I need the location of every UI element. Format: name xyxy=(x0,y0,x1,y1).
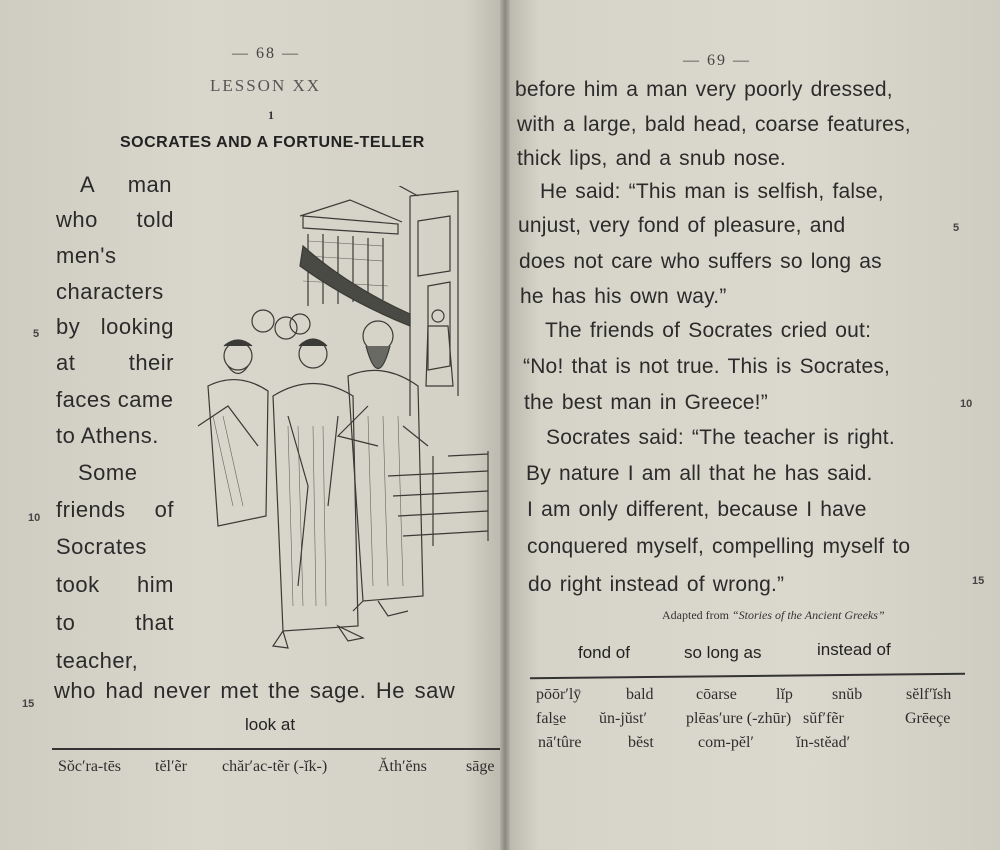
right-text-line: unjust, very fond of pleasure, and xyxy=(518,214,846,237)
left-column-line xyxy=(56,497,174,523)
section-number: 1 xyxy=(268,108,274,122)
left-column-line xyxy=(56,610,174,636)
right-text-line: before him a man very poorly dressed, xyxy=(515,78,893,101)
right-vocab-word: bĕst xyxy=(628,734,654,751)
left-vocab-4: Ăth′ĕns xyxy=(378,758,427,775)
right-vocab-word: ĭn-stĕad′ xyxy=(796,734,851,751)
left-column-line xyxy=(56,279,164,305)
right-line-number-5: 5 xyxy=(953,222,960,234)
left-column-word: A xyxy=(80,172,96,197)
adapted-source: “Stories of the Ancient Greeks” xyxy=(731,608,885,622)
right-vocab-word: nā′tûre xyxy=(538,734,582,751)
left-vocab-2: tĕl′ẽr xyxy=(155,758,187,775)
right-text-line: “No! that is not true. This is Socrates, xyxy=(523,355,891,378)
left-column-word: teacher, xyxy=(56,648,139,673)
left-column-line xyxy=(56,572,174,598)
left-line-number-10: 10 xyxy=(28,512,41,524)
left-column-line xyxy=(80,172,172,198)
left-column-line xyxy=(56,350,174,376)
left-column-word: characters xyxy=(56,279,164,304)
left-column-word: looking xyxy=(100,314,174,339)
right-phrase-instead-of: instead of xyxy=(817,640,891,659)
left-column-word: friends xyxy=(56,497,126,522)
left-column-line xyxy=(56,314,174,340)
right-vocab-word: Grēeçe xyxy=(905,710,951,727)
left-column-word: of xyxy=(154,497,174,522)
right-phrase-fond-of: fond of xyxy=(578,643,630,662)
right-vocab-word: cōarse xyxy=(696,686,737,703)
left-full-width-line: who had never met the sage. He saw xyxy=(54,678,456,703)
left-column-line xyxy=(56,648,138,674)
left-column-word: men's xyxy=(56,243,117,268)
adapted-prefix: Adapted from xyxy=(662,608,729,622)
left-column-word: him xyxy=(137,572,174,597)
left-column-line xyxy=(56,207,174,233)
left-phrase-look-at: look at xyxy=(245,715,296,734)
right-text-line: does not care who suffers so long as xyxy=(519,250,882,273)
left-page-number: — 68 — xyxy=(232,45,300,62)
right-text-line: Socrates said: “The teacher is right. xyxy=(546,426,895,449)
left-vocab-5: sāge xyxy=(466,758,495,775)
socrates-illustration xyxy=(188,186,500,666)
left-column-word: Socrates xyxy=(56,534,147,559)
right-vocab-word: snŭb xyxy=(832,686,863,703)
right-vocab-word: pōōr′lȳ xyxy=(536,686,582,703)
right-text-line: By nature I am all that he has said. xyxy=(526,462,873,485)
right-text-line: The friends of Socrates cried out: xyxy=(545,319,872,342)
left-column-line xyxy=(56,534,147,560)
right-vocab-word: fals̱e xyxy=(536,710,567,727)
left-vocab-3: chăr′ac-tẽr (-ĭk-) xyxy=(222,758,328,775)
right-text-line: he has his own way.” xyxy=(520,285,727,308)
left-line-number-5: 5 xyxy=(33,328,40,340)
left-column-word: at xyxy=(56,350,76,375)
right-vocab-word: bald xyxy=(626,686,654,703)
right-text-line: with a large, bald head, coarse features, xyxy=(517,113,911,136)
right-text-line: the best man in Greece!” xyxy=(524,391,768,414)
left-column-word: faces came xyxy=(56,387,174,412)
left-column-word: their xyxy=(128,350,174,375)
book-gutter xyxy=(500,0,510,850)
right-text-line: He said: “This man is selfish, false, xyxy=(540,180,884,203)
left-vocab-1: Sŏc′ra-tēs xyxy=(58,758,122,775)
right-text-line: conquered myself, compelling myself to xyxy=(527,535,911,558)
left-column-word: told xyxy=(136,207,174,232)
page-title: SOCRATES AND A FORTUNE-TELLER xyxy=(120,134,425,151)
right-text-line: thick lips, and a snub nose. xyxy=(517,147,786,170)
left-column-word: man xyxy=(127,172,172,197)
left-line-number-15: 15 xyxy=(22,698,35,710)
left-column-word: to Athens. xyxy=(56,423,159,448)
left-column-word: Some xyxy=(78,460,138,485)
left-divider-rule xyxy=(52,748,500,750)
right-vocab-word: plēas′ure (-zhūr) xyxy=(686,710,792,727)
right-line-number-10: 10 xyxy=(960,398,973,410)
lesson-heading: LESSON XX xyxy=(210,76,322,95)
right-phrase-so-long-as: so long as xyxy=(684,643,762,662)
left-column-line xyxy=(56,387,174,413)
right-page-number: — 69 — xyxy=(683,52,751,69)
right-vocab-word: ŭn-jŭst′ xyxy=(599,710,647,727)
left-column-word: by xyxy=(56,314,81,339)
left-column-line xyxy=(56,423,159,449)
left-column-word: who xyxy=(56,207,98,232)
left-column-word: that xyxy=(135,610,174,635)
left-column-word: to xyxy=(56,610,76,635)
right-line-number-15: 15 xyxy=(972,575,985,587)
left-column-word: took xyxy=(56,572,100,597)
left-column-line xyxy=(56,243,117,269)
left-column-line xyxy=(78,460,137,486)
right-vocab-word: sŭf′fẽr xyxy=(803,710,844,727)
right-vocab-word: lĭp xyxy=(776,686,793,703)
right-text-line: I am only different, because I have xyxy=(527,498,867,521)
right-vocab-word: sĕlf′ĭsh xyxy=(906,686,952,703)
right-text-line: do right instead of wrong.” xyxy=(528,573,785,596)
adapted-from-credit xyxy=(662,608,885,623)
right-vocab-word: com-pĕl′ xyxy=(698,734,754,751)
